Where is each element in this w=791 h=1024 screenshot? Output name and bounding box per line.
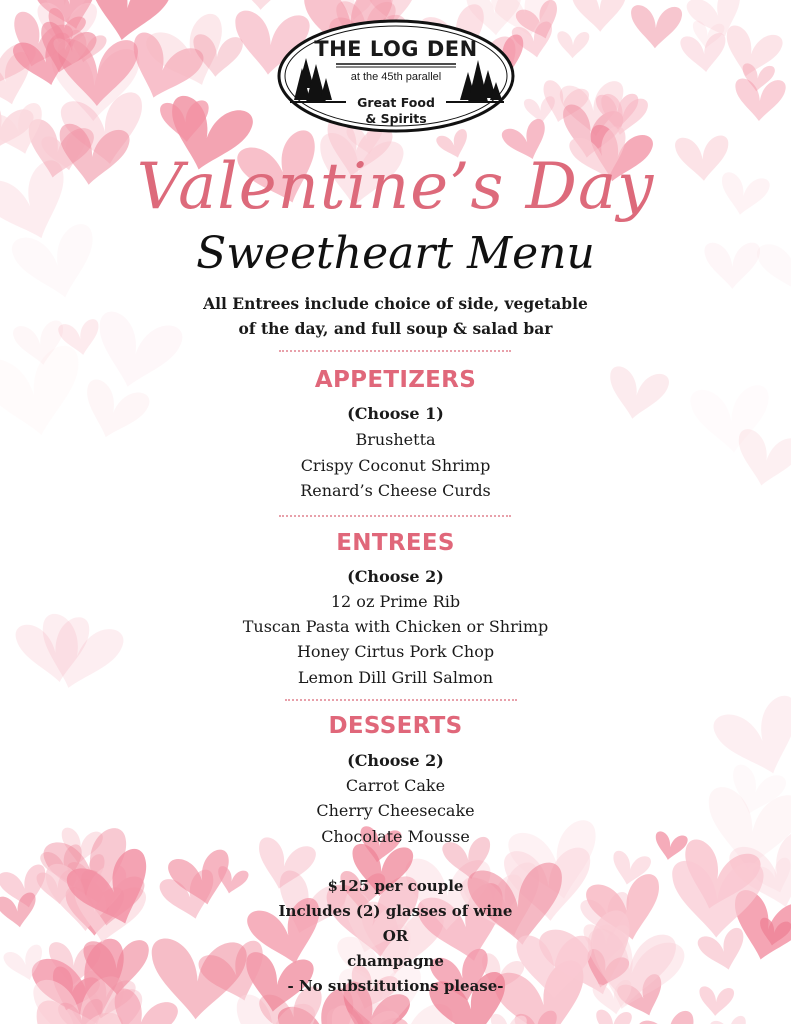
dessert-item: Chocolate Mousse: [321, 827, 470, 846]
divider: [279, 350, 511, 352]
appetizers-choose: (Choose 1): [347, 404, 444, 423]
logo-tagline-2: & Spirits: [365, 111, 427, 126]
logo-tagline-1: Great Food: [357, 95, 435, 110]
appetizer-item: Renard’s Cheese Curds: [300, 481, 491, 500]
alt-drink-text: champagne: [347, 952, 444, 970]
price: $125 per couple: [327, 877, 464, 895]
entree-item: Lemon Dill Grill Salmon: [297, 668, 494, 687]
dessert-item: Cherry Cheesecake: [316, 801, 475, 820]
entrees-heading: ENTREES: [336, 530, 455, 556]
entree-item: Honey Cirtus Pork Chop: [296, 642, 495, 661]
logo-title: THE LOG DEN: [314, 37, 478, 61]
substitutions-note: - No substitutions please-: [287, 977, 504, 995]
includes-text: Includes (2) glasses of wine: [278, 902, 513, 920]
intro-line-1: All Entrees include choice of side, vegetable: [203, 294, 588, 313]
dessert-item: Carrot Cake: [345, 776, 446, 795]
log-den-logo: [276, 18, 516, 134]
appetizers-heading: APPETIZERS: [314, 367, 477, 393]
entree-item: 12 oz Prime Rib: [330, 592, 461, 611]
appetizer-item: Crispy Coconut Shrimp: [300, 456, 491, 475]
intro-line-2: of the day, and full soup & salad bar: [238, 319, 553, 338]
entree-item: Tuscan Pasta with Chicken or Shrimp: [242, 617, 549, 636]
divider: [285, 699, 517, 701]
or-text: OR: [382, 927, 409, 945]
appetizer-item: Brushetta: [355, 430, 436, 449]
menu-subtitle: Sweetheart Menu: [196, 228, 595, 279]
desserts-choose: (Choose 2): [347, 751, 444, 770]
logo-subtitle: at the 45th parallel: [350, 71, 442, 83]
entrees-choose: (Choose 2): [347, 567, 444, 586]
menu-title: Valentine’s Day: [136, 150, 655, 224]
divider: [279, 515, 511, 517]
desserts-heading: DESSERTS: [328, 713, 463, 739]
